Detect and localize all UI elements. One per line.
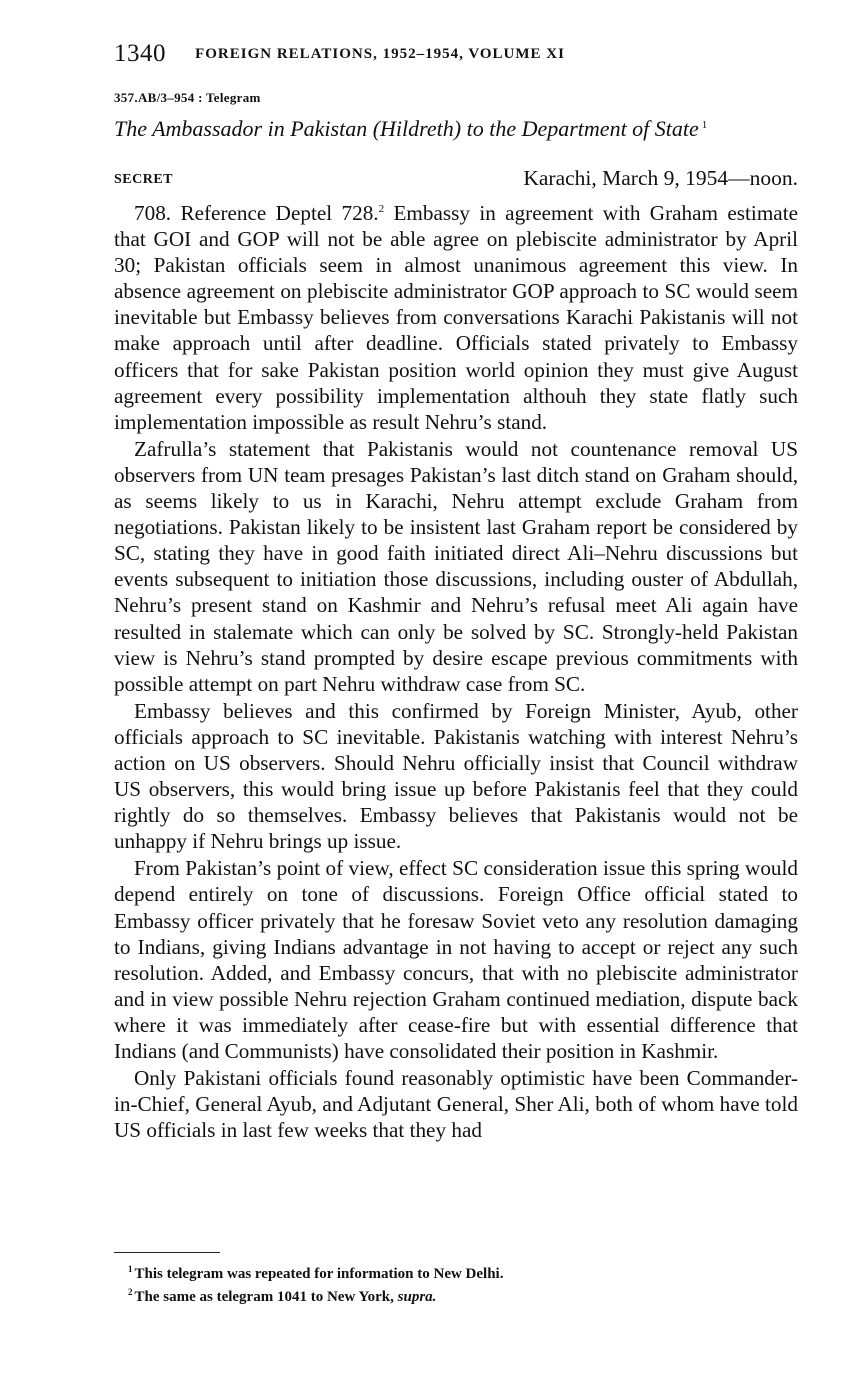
paragraph-1-lead: 708. Reference Deptel 728.	[134, 201, 379, 225]
footnote-1-mark: 1	[128, 1264, 133, 1274]
footnote-2-mark: 2	[128, 1287, 133, 1297]
telegram-body	[114, 200, 798, 1144]
classification-row	[114, 166, 798, 194]
paragraph-3: Embassy believes and this confirmed by Foreign Minister, Ayub, other officials approach to SC inevitable. Pakistanis watching with interest Nehru’s action on US observers. Should Nehru officially insist that Council withdraw US observers, this would bring issue up before Pakistanis feel that they could rightly do so themselves. Embassy believes that Pakistanis would not be unhappy if Nehru brings up issue.	[114, 698, 798, 854]
paragraph-5: Only Pakistani officials found reasonably optimistic have been Commander-in-Chief, General Ayub, and Adjutant General, Sher Ali, both of whom have told US officials in last few weeks that they had	[114, 1066, 798, 1143]
paragraph-4: From Pakistan’s point of view, effect SC consideration issue this spring would depend entirely on tone of discussions. Foreign Office official stated to Embassy officer privately that he foresaw Soviet veto any resolution damaging to Indians, giving Indians advantage in not having to accept or reject any such resolution. Added, and Embassy concurs, that with no plebiscite administrator and in view possible Nehru rejection Graham continued mediation, dispute back where it was immediately after cease-fire but with essential difference that Indians (and Communists) have consolidated their position in Kashmir.	[114, 856, 798, 1063]
footnote-1	[128, 1260, 788, 1283]
running-head: FOREIGN RELATIONS, 1952–1954, VOLUME XI	[195, 46, 565, 62]
footnote-2-emphasis: supra.	[397, 1289, 437, 1305]
footnote-2	[128, 1283, 788, 1306]
footnote-2-text: The same as telegram 1041 to New York,	[134, 1289, 394, 1305]
page-number: 1340	[114, 40, 166, 67]
document-title-text: The Ambassador in Pakistan (Hildreth) to the Department of State	[114, 116, 699, 141]
footnote-mark-2: 2	[378, 202, 385, 215]
paragraph-2: Zafrulla’s statement that Pakistanis would not countenance removal US observers from UN team presages Pakistan’s last ditch stand on Graham should, as seems likely to us in Karachi, Nehru attempt exclude Graham from negotiations. Pakistan likely to be insistent last Graham report be considered by SC, stating they have in good faith initiated direct Ali–Nehru discussions but events subsequent to initiation those discussions, including ouster of Abdullah, Nehru’s present stand on Kashmir and Nehru’s refusal meet Ali again have resulted in stalemate which can only be solved by SC. Strongly-held Pakistan view is Nehru’s stand prompted by desire escape previous commitments with possible attempt on part Nehru withdraw case from SC.	[114, 436, 798, 696]
dateline: Karachi, March 9, 1954—noon.	[523, 166, 798, 190]
footnote-1-text: This telegram was repeated for information to New Delhi.	[134, 1266, 504, 1282]
title-footnote-mark: 1	[701, 118, 708, 131]
file-reference: 357.AB/3–954 : Telegram	[114, 90, 261, 105]
classification-label: SECRET	[114, 172, 174, 187]
footnote-divider	[114, 1252, 220, 1253]
document-title	[114, 116, 814, 142]
paragraph-1-text: Embassy in agreement with Graham estimate that GOI and GOP will not be able agree on plebiscite administrator by April 30; Pakistan officials seem in almost unanimous agreement this view. In absence agreement on plebiscite administrator GOP approach to SC would seem inevitable but Embassy believes from conversations Karachi Pakistanis will not make approach until after deadline. Officials stated privately to Embassy officers that for sake Pakistan position world opinion they must give August agreement every possibility implementation althouh they state flatly such implementation impossible as result Nehru’s stand.	[114, 201, 798, 434]
paragraph-1	[114, 200, 798, 435]
page-header	[114, 40, 804, 72]
footnotes	[128, 1260, 788, 1306]
